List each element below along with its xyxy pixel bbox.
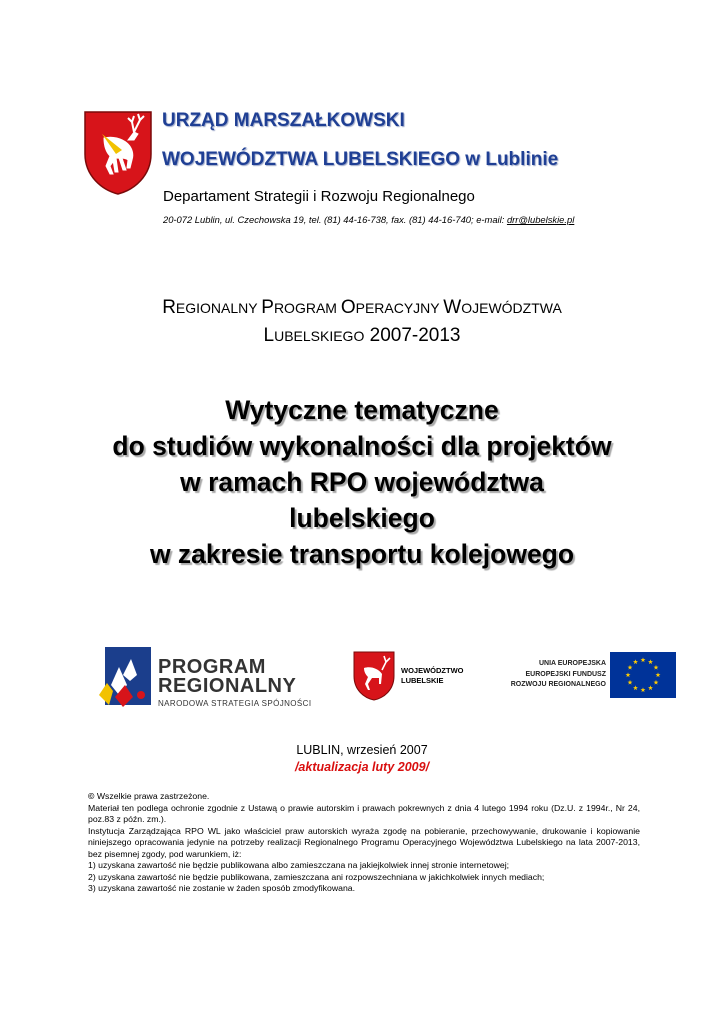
- title-line: w ramach RPO województwa: [180, 467, 544, 497]
- prog2-cap: L: [263, 325, 275, 346]
- eu-logo-line2: EUROPEJSKI FUNDUSZ: [525, 671, 606, 678]
- wojewodztwo-crest-icon: [352, 650, 396, 702]
- wojewodztwo-logo-line1: WOJEWÓDZTWO: [401, 666, 464, 675]
- title-line: do studiów wykonalności dla projektów: [112, 431, 612, 461]
- eu-logo-line3: ROZWOJU REGIONALNEGO: [510, 681, 606, 688]
- title-line: lubelskiego: [289, 503, 435, 533]
- prog-cap-2: P: [261, 297, 274, 318]
- place-date: LUBLIN, wrzesień 2007: [296, 743, 428, 757]
- pr-logo-line1: PROGRAM: [158, 656, 266, 678]
- pr-logo-line3: NARODOWA STRATEGIA SPÓJNOŚCI: [158, 699, 312, 708]
- prog2-rest: UBELSKIEGO: [274, 328, 365, 344]
- copyright-notice: [88, 791, 640, 895]
- prog2-years: 2007-2013: [364, 325, 461, 346]
- title-line: Wytyczne tematyczne: [225, 395, 499, 425]
- prog-rest-2: ROGRAM: [273, 300, 341, 316]
- prog-cap-1: R: [162, 297, 176, 318]
- office-name-line1: URZĄD MARSZAŁKOWSKI: [162, 110, 405, 131]
- email-link[interactable]: drr@lubelskie.pl: [506, 214, 575, 225]
- update-note: /aktualizacja luty 2009/: [294, 760, 430, 774]
- document-title: [0, 392, 724, 572]
- department-name: Departament Strategii i Rozwoju Regionalnego: [163, 188, 475, 205]
- legal-item: 1) uzyskana zawartość nie będzie publikowana albo zamieszczana na jakiejkolwiek innej stronie internetowej;: [88, 860, 510, 870]
- wojewodztwo-logo-line2: LUBELSKIE: [401, 676, 444, 685]
- prog-rest-3: PERACYJNY: [355, 300, 444, 316]
- prog-cap-4: W: [443, 297, 462, 318]
- contact-address: [163, 214, 574, 225]
- office-name-line2: WOJEWÓDZTWA LUBELSKIEGO w Lublinie: [162, 149, 559, 170]
- rights-text: Wszelkie prawa zastrzeżone.: [94, 791, 210, 801]
- prog-rest-4: OJEWÓDZTWA: [461, 300, 562, 316]
- lublin-crest-icon: [82, 110, 154, 196]
- copyright-icon: ©: [88, 791, 95, 801]
- eu-logo-line1: UNIA EUROPEJSKA: [538, 660, 606, 667]
- program-regionalny-logo-icon: [97, 645, 159, 711]
- legal-item: 3) uzyskana zawartość nie zostanie w żaden sposób zmodyfikowana.: [88, 883, 356, 893]
- program-name-line2: [0, 325, 724, 347]
- prog-cap-3: O: [340, 297, 356, 318]
- eu-flag-icon: [610, 652, 676, 698]
- title-line: w zakresie transportu kolejowego: [149, 539, 575, 569]
- legal-paragraph: Materiał ten podlega ochronie zgodnie z Ustawą o prawie autorskim i prawach pokrewnych z dnia 4 lutego 1994 roku (Dz.U. z 1994r., Nr 24, poz.83 z późn. zm.).: [88, 802, 640, 824]
- legal-item: 2) uzyskana zawartość nie będzie publikowana, zamieszczana ani rozpowszechniana w jakichkolwiek innych mediach;: [88, 871, 545, 882]
- prog-rest-1: EGIONALNY: [175, 300, 262, 316]
- pr-logo-line2: REGIONALNY: [158, 675, 297, 697]
- program-name-line1: [0, 297, 724, 319]
- rights-line: [88, 791, 640, 803]
- legal-paragraph: Instytucja Zarządzająca RPO WL jako właściciel praw autorskich wyraża zgodę na pobieranie, przechowywanie, drukowanie i kopiowanie niniejszego opracowania jedynie na potrzeby realizacji Regionalnego Programu Operacyjnego Województwa Lubelskiego na lata 2007-2013, bez pisemnej zgody, pod warunkiem, iż:: [88, 825, 640, 859]
- address-text: 20-072 Lublin, ul. Czechowska 19, tel. (81) 44-16-738, fax. (81) 44-16-740; e-mail:: [163, 214, 507, 225]
